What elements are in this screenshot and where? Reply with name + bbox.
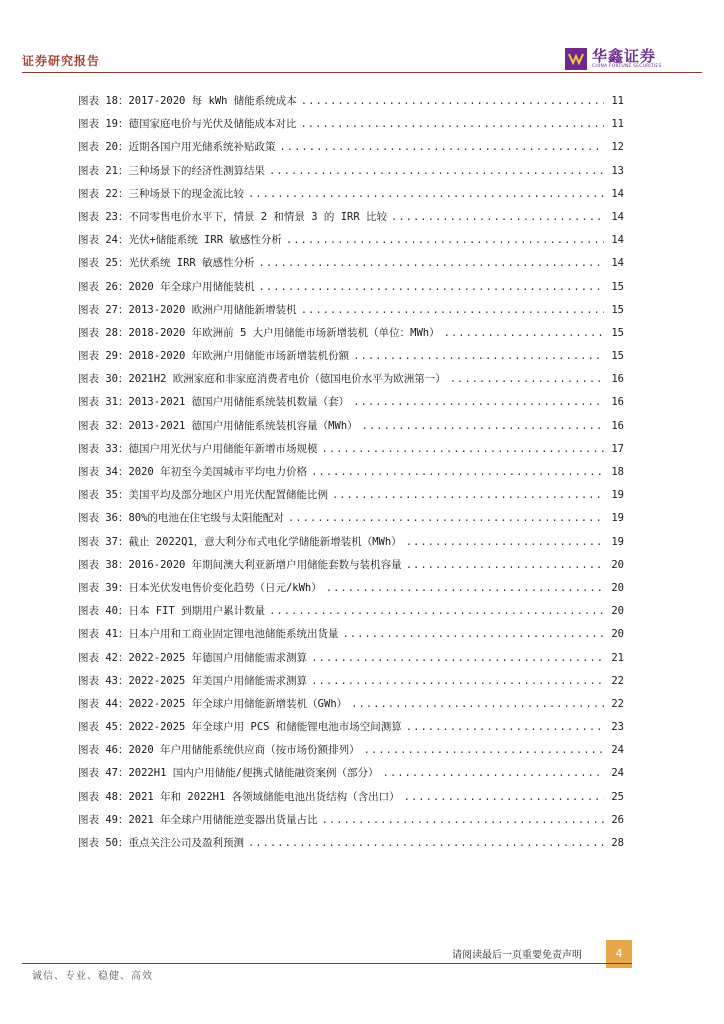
toc-entry-page: 16 <box>611 373 624 386</box>
toc-entry-label: 图表 27：2013-2020 欧洲户用储能新增装机 <box>78 303 297 316</box>
toc-entry-page: 13 <box>611 164 624 177</box>
toc-entry[interactable] <box>78 438 624 461</box>
logo-name: 华鑫证券 <box>592 47 657 65</box>
toc-entry-label: 图表 49：2021 年全球户用储能逆变器出货量占比 <box>78 813 318 826</box>
figure-list <box>78 90 624 855</box>
toc-entry-page: 19 <box>611 489 624 502</box>
toc-entry-label: 图表 36：80%的电池在住宅级与太阳能配对 <box>78 512 284 525</box>
toc-entry-page: 23 <box>611 721 624 734</box>
toc-entry-page: 19 <box>611 535 624 548</box>
toc-dot-leader <box>301 90 604 113</box>
toc-entry[interactable] <box>78 136 624 159</box>
toc-dot-leader <box>444 322 604 345</box>
toc-entry[interactable] <box>78 160 624 183</box>
toc-entry-label: 图表 37：截止 2022Q1，意大利分布式电化学储能新增装机（MWh） <box>78 535 402 548</box>
toc-entry-page: 26 <box>611 813 624 826</box>
toc-entry[interactable] <box>78 461 624 484</box>
toc-entry-label: 图表 46：2020 年户用储能系统供应商（按市场份额排列） <box>78 744 360 757</box>
toc-dot-leader <box>351 693 604 716</box>
toc-entry[interactable] <box>78 623 624 646</box>
toc-entry-label: 图表 43：2022-2025 年美国户用储能需求测算 <box>78 674 308 687</box>
toc-dot-leader <box>332 484 604 507</box>
toc-entry-label: 图表 19：德国家庭电价与光伏及储能成本对比 <box>78 118 297 131</box>
toc-entry-page: 20 <box>611 628 624 641</box>
toc-dot-leader <box>353 391 604 414</box>
toc-entry-page: 15 <box>611 280 624 293</box>
toc-entry[interactable] <box>78 252 624 275</box>
toc-dot-leader <box>321 438 604 461</box>
toc-entry-label: 图表 24：光伏+储能系统 IRR 敏感性分析 <box>78 234 282 247</box>
toc-entry[interactable] <box>78 415 624 438</box>
toc-entry[interactable] <box>78 345 624 368</box>
toc-dot-leader <box>383 762 604 785</box>
toc-entry-label: 图表 31：2013-2021 德国户用储能系统装机数量（套） <box>78 396 350 409</box>
toc-dot-leader <box>288 507 604 530</box>
toc-dot-leader <box>326 577 604 600</box>
toc-entry-label: 图表 47：2022H1 国内户用储能/便携式储能融资案例（部分） <box>78 767 379 780</box>
toc-entry-label: 图表 30：2021H2 欧洲家庭和非家庭消费者电价（德国电价水平为欧洲第一） <box>78 373 446 386</box>
toc-dot-leader <box>311 461 604 484</box>
toc-entry-label: 图表 39：日本光伏发电售价变化趋势（日元/kWh） <box>78 581 322 594</box>
toc-entry-label: 图表 21：三种场景下的经济性测算结果 <box>78 164 265 177</box>
page-number-badge: 4 <box>606 940 632 968</box>
toc-entry-page: 22 <box>611 674 624 687</box>
toc-entry-label: 图表 48：2021 年和 2022H1 各领域储能电池出货结构（含出口） <box>78 790 400 803</box>
toc-entry-page: 15 <box>611 326 624 339</box>
toc-entry[interactable] <box>78 507 624 530</box>
toc-entry-page: 14 <box>611 257 624 270</box>
toc-entry-page: 16 <box>611 419 624 432</box>
toc-entry-label: 图表 28：2018-2020 年欧洲前 5 大户用储能市场新增装机（单位：MWh） <box>78 326 440 339</box>
toc-entry-label: 图表 29：2018-2020 年欧洲户用储能市场新增装机份额 <box>78 350 350 363</box>
toc-entry-label: 图表 18：2017-2020 每 kWh 储能系统成本 <box>78 95 297 107</box>
toc-entry[interactable] <box>78 322 624 345</box>
toc-dot-leader <box>322 809 604 832</box>
toc-entry-page: 14 <box>611 210 624 223</box>
toc-entry[interactable] <box>78 554 624 577</box>
toc-entry[interactable] <box>78 299 624 322</box>
toc-dot-leader <box>269 600 604 623</box>
toc-entry-page: 24 <box>611 767 624 780</box>
toc-entry[interactable] <box>78 600 624 623</box>
logo-mark-icon <box>565 48 587 70</box>
toc-entry[interactable] <box>78 90 624 113</box>
toc-entry-page: 20 <box>611 581 624 594</box>
toc-entry[interactable] <box>78 762 624 785</box>
toc-entry-page: 15 <box>611 303 624 316</box>
toc-dot-leader <box>342 623 604 646</box>
toc-entry-page: 19 <box>611 512 624 525</box>
toc-entry-label: 图表 45：2022-2025 年全球户用 PCS 和储能锂电池市场空间测算 <box>78 721 402 734</box>
logo-subtitle: CHINA FORTUNE SECURITIES <box>592 64 662 69</box>
toc-entry-page: 28 <box>611 837 624 849</box>
toc-dot-leader <box>450 368 604 391</box>
toc-entry[interactable] <box>78 368 624 391</box>
disclaimer-note: 请阅读最后一页重要免责声明 <box>452 950 582 961</box>
toc-entry[interactable] <box>78 183 624 206</box>
toc-dot-leader <box>353 345 604 368</box>
toc-entry-label: 图表 38：2016-2020 年期间澳大利亚新增户用储能套数与装机容量 <box>78 558 402 571</box>
toc-entry-page: 11 <box>611 118 624 131</box>
toc-entry[interactable] <box>78 229 624 252</box>
toc-entry-label: 图表 20：近期各国户用光储系统补贴政策 <box>78 141 276 154</box>
toc-entry-page: 11 <box>611 95 624 107</box>
toc-dot-leader <box>259 252 604 275</box>
toc-entry-page: 20 <box>611 558 624 571</box>
toc-entry[interactable] <box>78 716 624 739</box>
toc-dot-leader <box>311 647 604 670</box>
toc-entry-label: 图表 42：2022-2025 年德国户用储能需求测算 <box>78 651 308 664</box>
toc-entry-label: 图表 33：德国户用光伏与户用储能年新增市场规模 <box>78 442 318 455</box>
toc-entry-page: 17 <box>611 442 624 455</box>
toc-entry[interactable] <box>78 113 624 136</box>
toc-dot-leader <box>406 716 604 739</box>
toc-entry[interactable] <box>78 647 624 670</box>
toc-entry[interactable] <box>78 670 624 693</box>
toc-entry-label: 图表 34：2020 年初至今美国城市平均电力价格 <box>78 466 308 478</box>
toc-entry-page: 14 <box>611 187 624 200</box>
toc-entry-page: 24 <box>611 744 624 757</box>
toc-dot-leader <box>311 670 604 693</box>
toc-entry-label: 图表 40：日本 FIT 到期用户累计数量 <box>78 605 266 618</box>
toc-entry-label: 图表 26：2020 年全球户用储能装机 <box>78 280 255 293</box>
toc-entry-label: 图表 23：不同零售电价水平下，情景 2 和情景 3 的 IRR 比较 <box>78 210 388 223</box>
toc-entry-page: 25 <box>611 790 624 803</box>
toc-entry-page: 22 <box>611 697 624 710</box>
toc-dot-leader <box>362 415 604 438</box>
toc-entry-label: 图表 32：2013-2021 德国户用储能系统装机容量（MWh） <box>78 419 358 432</box>
toc-dot-leader <box>259 276 604 299</box>
toc-entry-page: 20 <box>611 605 624 618</box>
toc-entry[interactable] <box>78 832 624 855</box>
company-logo <box>565 46 675 72</box>
toc-entry[interactable] <box>78 786 624 809</box>
toc-entry[interactable] <box>78 531 624 554</box>
toc-dot-leader <box>404 786 604 809</box>
toc-dot-leader <box>300 113 604 136</box>
toc-dot-leader <box>391 206 604 229</box>
toc-entry[interactable] <box>78 484 624 507</box>
toc-dot-leader <box>248 832 604 855</box>
toc-entry[interactable] <box>78 739 624 762</box>
toc-entry-label: 图表 35：美国平均及部分地区户用光伏配置储能比例 <box>78 489 328 502</box>
toc-dot-leader <box>248 183 604 206</box>
toc-entry-label: 图表 41：日本户用和工商业固定锂电池储能系统出货量 <box>78 628 339 641</box>
toc-entry-page: 21 <box>611 651 624 664</box>
toc-entry[interactable] <box>78 693 624 716</box>
toc-entry[interactable] <box>78 391 624 414</box>
toc-dot-leader <box>286 229 604 252</box>
toc-dot-leader <box>406 531 604 554</box>
toc-entry[interactable] <box>78 809 624 832</box>
toc-dot-leader <box>269 160 604 183</box>
toc-entry-label: 图表 44：2022-2025 年全球户用储能新增装机（GWh） <box>78 697 348 710</box>
toc-dot-leader <box>364 739 604 762</box>
toc-dot-leader <box>279 136 604 159</box>
toc-entry[interactable] <box>78 577 624 600</box>
toc-dot-leader <box>301 299 604 322</box>
toc-entry-label: 图表 50：重点关注公司及盈利预测 <box>78 837 244 849</box>
toc-entry-label: 图表 22：三种场景下的现金流比较 <box>78 187 244 200</box>
toc-entry-page: 12 <box>611 141 624 154</box>
toc-entry-label: 图表 25：光伏系统 IRR 敏感性分析 <box>78 257 255 270</box>
report-type-label: 证券研究报告 <box>22 54 101 68</box>
toc-entry-page: 16 <box>611 396 624 409</box>
toc-entry[interactable] <box>78 276 624 299</box>
footer-motto: 诚信、专业、稳健、高效 <box>32 971 153 982</box>
toc-entry-page: 15 <box>611 350 624 363</box>
toc-dot-leader <box>406 554 604 577</box>
footer-divider <box>22 963 632 964</box>
toc-entry-page: 14 <box>611 234 624 247</box>
toc-entry-page: 18 <box>611 466 624 478</box>
header-divider <box>22 72 702 73</box>
toc-entry[interactable] <box>78 206 624 229</box>
